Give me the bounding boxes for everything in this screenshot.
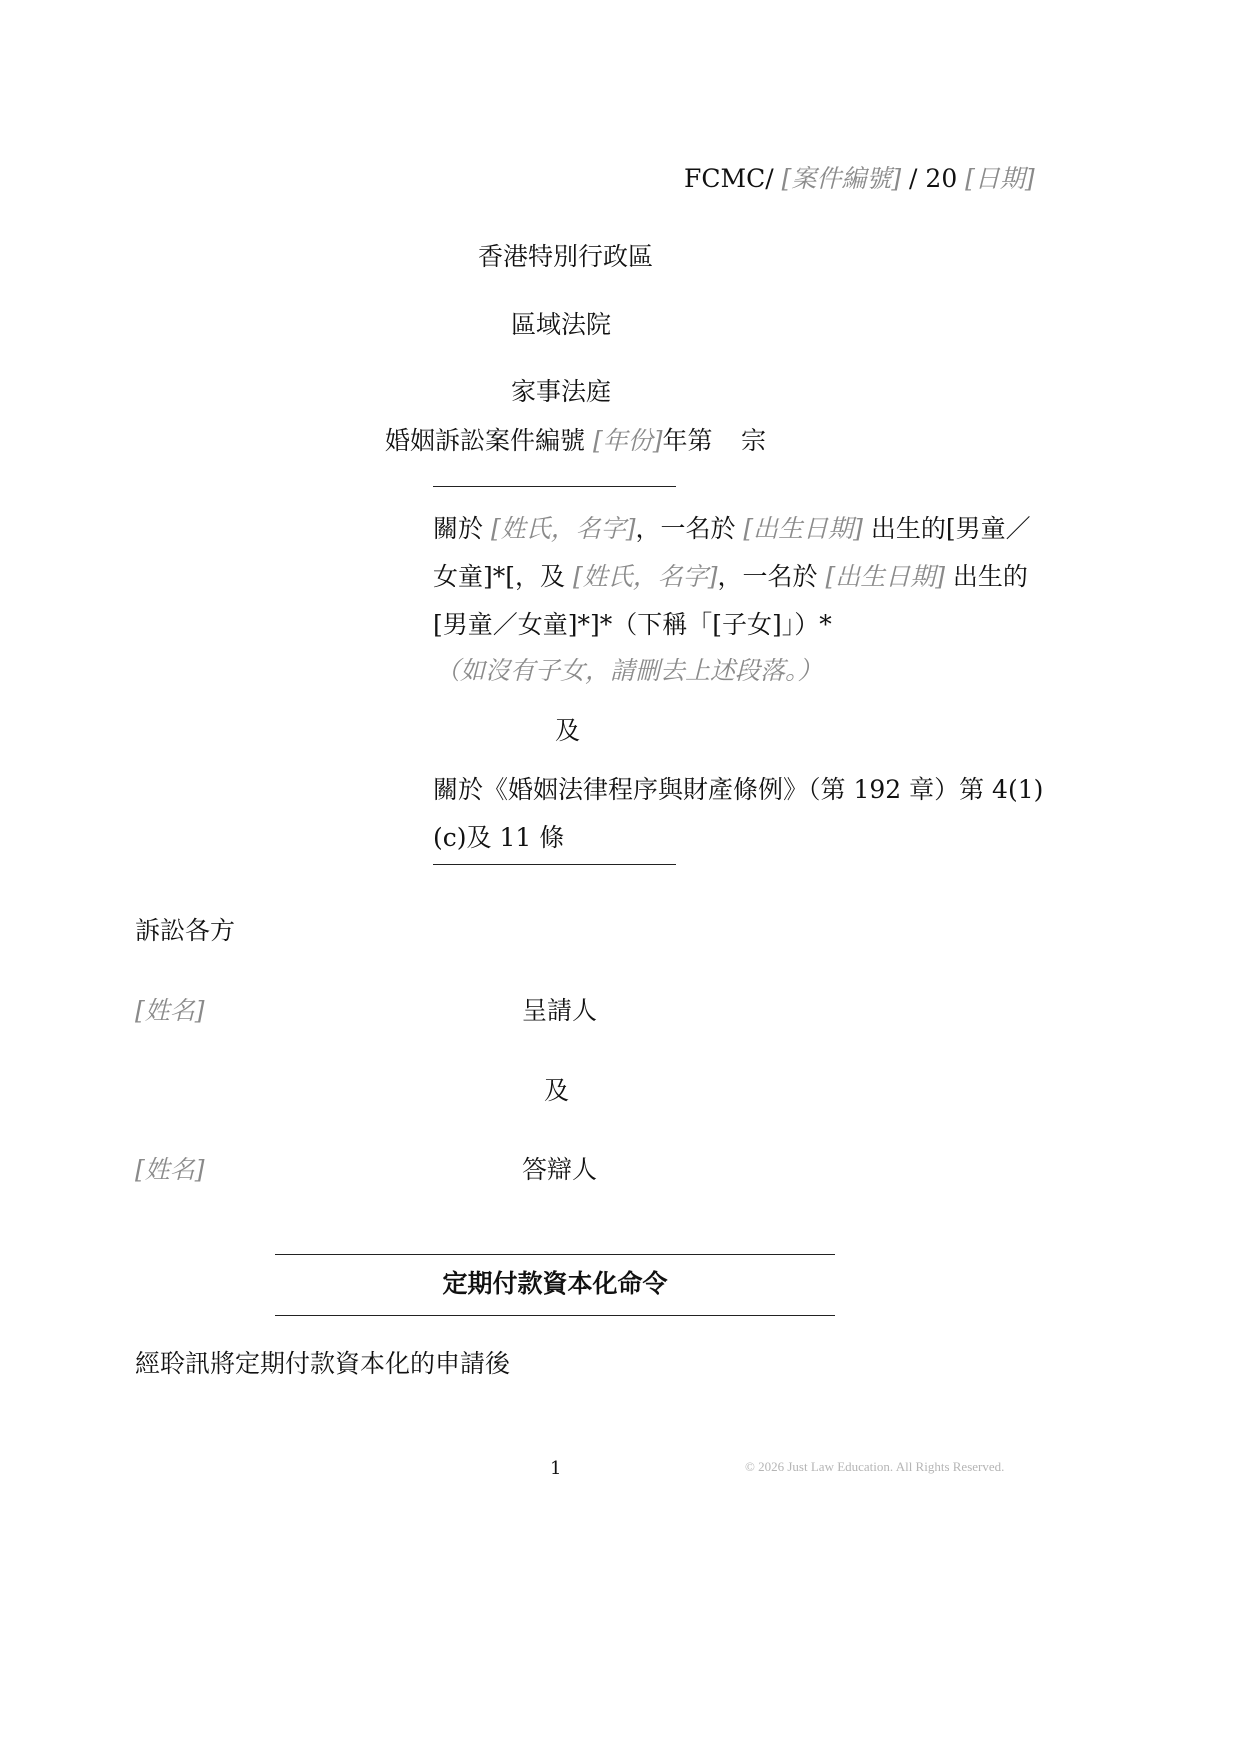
parties-heading: 訴訟各方 [135,916,236,945]
heading-division: 家事法庭 [511,377,612,406]
petitioner-name-placeholder: [姓名] [135,996,205,1025]
children-paragraph [433,505,1031,649]
case-reference [684,166,1035,191]
case-ref-prefix: FCMC/ [684,164,782,193]
title-bottom-rule [275,1315,835,1316]
case-line-suffix: 宗 [741,426,767,455]
text-span: 關於 [433,514,491,543]
child-name-placeholder: [姓氏，名字] [572,562,718,591]
case-ref-separator: / 20 [901,164,966,193]
order-title: 定期付款資本化命令 [442,1269,668,1298]
and-connector: 及 [555,716,581,745]
case-year-placeholder: [年份] [592,426,663,455]
divider-line [433,864,676,865]
case-date-placeholder: [日期] [965,164,1035,193]
ordinance-paragraph [433,766,1043,862]
case-number-line [385,428,712,453]
text-span: 出生的[男童／ [862,514,1031,543]
divider-line [433,486,676,487]
heading-court: 區域法院 [511,310,612,339]
child-dob-placeholder: [出生日期] [743,514,863,543]
case-number-placeholder: [案件編號] [781,164,902,193]
text-span: ，一名於 [717,562,826,591]
text-span: ，一名於 [635,514,744,543]
case-line-prefix: 婚姻訴訟案件編號 [385,426,593,455]
child-dob-placeholder: [出生日期] [825,562,945,591]
ordinance-line-1: 關於《婚姻法律程序與財產條例》（第 192 章）第 4(1) [433,775,1044,804]
children-line-1 [433,505,1031,553]
children-line-3: [男童／女童]*]*（下稱「[子女]」）* [433,610,832,639]
body-text: 經聆訊將定期付款資本化的申請後 [135,1349,511,1378]
page-number: 1 [550,1458,562,1479]
title-top-rule [275,1254,835,1255]
text-span: 女童]*[，及 [433,562,573,591]
respondent-name-placeholder: [姓名] [135,1155,205,1184]
parties-and: 及 [544,1076,570,1105]
ordinance-line-2: (c)及 11 條 [433,823,565,852]
children-note: （如沒有子女，請刪去上述段落。） [435,656,823,685]
children-line-2 [433,553,1031,601]
petitioner-role: 呈請人 [522,996,598,1025]
respondent-role: 答辯人 [522,1155,598,1184]
case-line-mid: 年第 [662,426,713,455]
heading-region: 香港特別行政區 [478,242,654,271]
child-name-placeholder: [姓氏，名字] [490,514,636,543]
text-span: 出生的 [944,562,1028,591]
copyright-notice: © 2026 Just Law Education. All Rights Reserved. [745,1459,1005,1474]
